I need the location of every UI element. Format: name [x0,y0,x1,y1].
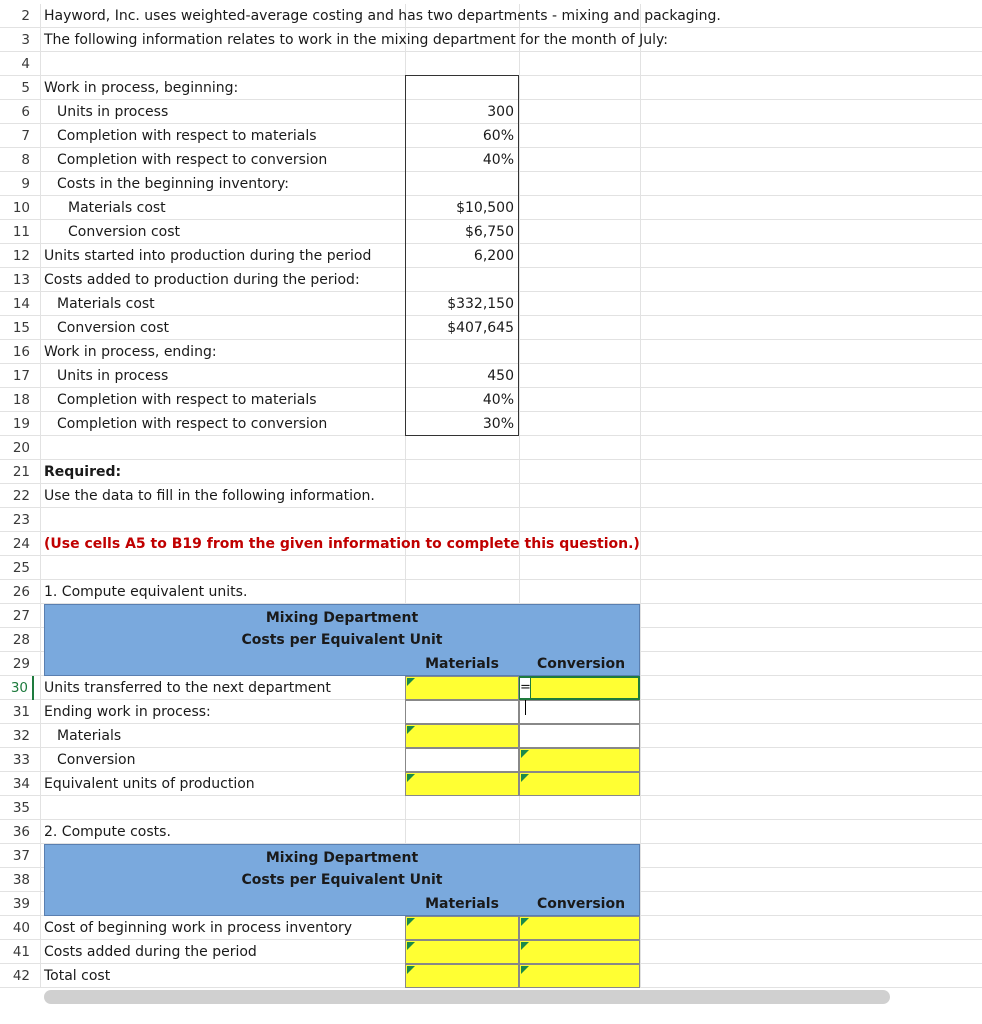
row-header[interactable]: 23 [12,512,30,528]
grid-line [640,652,641,676]
sheet-row-16 [0,340,982,364]
grid-line [40,484,41,508]
cell-a17[interactable]: Units in process [57,368,169,384]
input-marker [521,942,529,950]
grid-line [405,76,406,100]
sheet-row-7 [0,124,982,148]
cell-a3[interactable]: The following information relates to work in the mixing department for the month of July: [44,32,668,48]
grid-line [640,580,641,604]
cell-b32-input[interactable] [405,724,519,748]
grid-line [640,316,641,340]
sheet-row-17 [0,364,982,388]
cell-b30-input[interactable] [405,676,519,700]
sheet-row-24 [0,532,982,556]
row-header[interactable]: 14 [12,296,30,312]
text-cursor [525,700,526,715]
cell-a41[interactable]: Costs added during the period [44,944,257,960]
row-header[interactable]: 40 [12,920,30,936]
grid-line [640,76,641,100]
row-header[interactable]: 9 [21,176,30,192]
grid-line [640,508,641,532]
cell-b17[interactable]: 450 [487,368,514,384]
row-header[interactable]: 5 [21,80,30,96]
grid-line [40,844,41,868]
grid-line [40,460,41,484]
row-header[interactable]: 24 [12,536,30,552]
sheet-row-23 [0,508,982,532]
sheet-row-2 [0,4,982,28]
grid-line [40,604,41,628]
grid-line [640,964,641,988]
grid-line [519,820,520,844]
grid-line [640,820,641,844]
grid-line [40,52,41,76]
row-header[interactable]: 2 [21,8,30,24]
grid-line [40,676,41,700]
cell-a7[interactable]: Completion with respect to materials [57,128,317,144]
grid-line [405,556,406,580]
sheet-row-25 [0,556,982,580]
grid-line [640,868,641,892]
grid-line [640,628,641,652]
grid-line [405,340,406,364]
row-header[interactable]: 35 [12,800,30,816]
grid-line [405,796,406,820]
cell-b41-input[interactable] [405,940,519,964]
cell-c40-input[interactable] [519,916,640,940]
grid-line [40,28,41,52]
grid-line [405,508,406,532]
sheet-row-14 [0,292,982,316]
row-header[interactable]: 18 [12,392,30,408]
grid-line [519,436,520,460]
grid-line [640,124,641,148]
cell-a21[interactable]: Required: [44,464,122,480]
input-marker [407,966,415,974]
horizontal-scrollbar[interactable] [44,990,890,1004]
sheet-row-4 [0,52,982,76]
grid-line [40,916,41,940]
grid-line [640,892,641,916]
grid-line [640,532,641,556]
grid-line [640,724,641,748]
cell-c30-input[interactable] [519,676,640,700]
grid-line [640,436,641,460]
grid-line [640,700,641,724]
grid-line [640,340,641,364]
cell-a36[interactable]: 2. Compute costs. [44,824,171,840]
sheet-row-19 [0,412,982,436]
grid-line [640,460,641,484]
grid-line [519,220,520,244]
grid-line [519,124,520,148]
grid-line [519,388,520,412]
grid-line [40,148,41,172]
grid-line [640,148,641,172]
cell-a18[interactable]: Completion with respect to materials [57,392,317,408]
cell-a32[interactable]: Materials [57,728,122,744]
grid-line [640,484,641,508]
active-cell-text: = [520,680,531,695]
sheet-row-20 [0,436,982,460]
row-header[interactable]: 31 [12,704,30,720]
cell-a40[interactable]: Cost of beginning work in process inventory [44,920,353,936]
input-marker [521,918,529,926]
table2-title: Mixing Department [265,850,419,866]
cell-c42-input[interactable] [519,964,640,988]
grid-line [40,532,41,556]
grid-line [40,124,41,148]
row-header[interactable]: 7 [21,128,30,144]
grid-line [405,436,406,460]
grid-line [640,220,641,244]
row-header[interactable]: 32 [12,728,30,744]
cell-a42[interactable]: Total cost [44,968,111,984]
cell-c33-input[interactable] [519,748,640,772]
row-header[interactable]: 39 [12,896,30,912]
grid-line [640,604,641,628]
cell-b34-input[interactable] [405,772,519,796]
cell-a5[interactable]: Work in process, beginning: [44,80,239,96]
grid-line [40,100,41,124]
cell-a22[interactable]: Use the data to fill in the following information. [44,488,375,504]
grid-line [40,412,41,436]
grid-line [519,196,520,220]
sheet-row-3 [0,28,982,52]
cell-b14[interactable]: $332,150 [447,296,514,312]
row-header[interactable]: 25 [12,560,30,576]
cell-a2[interactable]: Hayword, Inc. uses weighted-average costing and has two departments - mixing and packaging. [44,8,721,24]
sheet-row-26 [0,580,982,604]
row-header[interactable]: 3 [21,32,30,48]
grid-line [40,196,41,220]
row-header[interactable]: 26 [12,584,30,600]
row-header[interactable]: 13 [12,272,30,288]
cell-a10[interactable]: Materials cost [68,200,166,216]
cell-b40-input[interactable] [405,916,519,940]
sheet-row-10 [0,196,982,220]
cell-b10[interactable]: $10,500 [456,200,514,216]
grid-line [40,76,41,100]
table2-col-materials: Materials [425,896,499,912]
grid-line [40,748,41,772]
grid-line [405,580,406,604]
cell-a12[interactable]: Units started into production during the period [44,248,372,264]
cell-a15[interactable]: Conversion cost [57,320,169,336]
grid-line [519,316,520,340]
sheet-row-22 [0,484,982,508]
cell-b6[interactable]: 300 [487,104,514,120]
cell-a14[interactable]: Materials cost [57,296,155,312]
grid-line [40,388,41,412]
grid-line [40,436,41,460]
grid-line [40,700,41,724]
input-marker [407,774,415,782]
grid-line [519,292,520,316]
row-header[interactable]: 38 [12,872,30,888]
row-header[interactable]: 28 [12,632,30,648]
cell-a13[interactable]: Costs added to production during the period: [44,272,360,288]
grid-line [519,484,520,508]
cell-b33[interactable] [405,748,519,772]
table1-col-materials: Materials [425,656,499,672]
cell-a16[interactable]: Work in process, ending: [44,344,217,360]
input-marker [407,678,415,686]
sheet-row-18 [0,388,982,412]
cell-b12[interactable]: 6,200 [473,248,514,264]
grid-line [519,460,520,484]
row-header[interactable]: 19 [12,416,30,432]
grid-line [519,508,520,532]
grid-line [640,412,641,436]
grid-line [405,820,406,844]
cell-a34[interactable]: Equivalent units of production [44,776,255,792]
grid-line [40,892,41,916]
cell-a26[interactable]: 1. Compute equivalent units. [44,584,248,600]
grid-line [640,52,641,76]
sheet-tab-bar [0,1014,982,1024]
row-header[interactable]: 33 [12,752,30,768]
grid-line [40,940,41,964]
row-header[interactable]: 11 [12,224,30,240]
grid-line [640,556,641,580]
row-header[interactable]: 30 [0,676,34,700]
grid-line [519,556,520,580]
cell-b15[interactable]: $407,645 [447,320,514,336]
table1-subtitle: Costs per Equivalent Unit [241,632,443,648]
sheet-row-5 [0,76,982,100]
grid-line [519,364,520,388]
sheet-row-13 [0,268,982,292]
row-header[interactable]: 8 [21,152,30,168]
row-header[interactable]: 15 [12,320,30,336]
grid-line [640,268,641,292]
cell-b7[interactable]: 60% [482,128,514,144]
input-marker [521,774,529,782]
cell-a24[interactable]: (Use cells A5 to B19 from the given information to complete this question.) [44,536,640,552]
cell-a33[interactable]: Conversion [57,752,136,768]
grid-line [40,4,41,28]
sheet-row-12 [0,244,982,268]
cell-b42-input[interactable] [405,964,519,988]
grid-line [40,652,41,676]
grid-line [519,580,520,604]
grid-line [519,100,520,124]
grid-line [405,460,406,484]
cell-a31[interactable]: Ending work in process: [44,704,211,720]
grid-line [40,244,41,268]
row-header[interactable]: 6 [21,104,30,120]
cell-b18[interactable]: 40% [482,392,514,408]
grid-line [40,556,41,580]
table2-col-conversion: Conversion [536,896,626,912]
grid-line [405,52,406,76]
grid-line [40,628,41,652]
input-marker [521,966,529,974]
cell-c32[interactable] [519,724,640,748]
row-header[interactable]: 27 [12,608,30,624]
row-header[interactable]: 4 [21,56,30,72]
active-cell-editor[interactable] [519,677,531,699]
row-header[interactable]: 20 [12,440,30,456]
grid-line [40,724,41,748]
row-header[interactable]: 29 [12,656,30,672]
grid-line [640,388,641,412]
row-header[interactable]: 41 [12,944,30,960]
cell-a9[interactable]: Costs in the beginning inventory: [57,176,289,192]
grid-line [640,772,641,796]
grid-line [519,412,520,436]
cell-b31[interactable] [405,700,519,724]
cell-a19[interactable]: Completion with respect to conversion [57,416,328,432]
input-marker [407,942,415,950]
sheet-row-9 [0,172,982,196]
grid-line [405,268,406,292]
grid-line [640,796,641,820]
row-header[interactable]: 12 [12,248,30,264]
sheet-row-36 [0,820,982,844]
grid-line [519,244,520,268]
input-marker [521,750,529,758]
cell-a30[interactable]: Units transferred to the next department [44,680,331,696]
cell-c31[interactable] [519,700,640,724]
grid-line [40,220,41,244]
cell-b19[interactable]: 30% [482,416,514,432]
row-header[interactable]: 37 [12,848,30,864]
grid-line [40,172,41,196]
sheet-row-6 [0,100,982,124]
table1-col-conversion: Conversion [536,656,626,672]
cell-c34-input[interactable] [519,772,640,796]
row-header[interactable]: 10 [12,200,30,216]
grid-line [640,196,641,220]
sheet-row-11 [0,220,982,244]
grid-line [640,676,641,700]
grid-line [640,100,641,124]
grid-line [640,292,641,316]
sheet-row-15 [0,316,982,340]
cell-a11[interactable]: Conversion cost [68,224,180,240]
grid-line [640,244,641,268]
sheet-row-8 [0,148,982,172]
grid-line [519,76,520,100]
grid-line [40,580,41,604]
grid-line [40,868,41,892]
grid-line [640,844,641,868]
grid-line [40,796,41,820]
grid-line [40,508,41,532]
row-header[interactable]: 16 [12,344,30,360]
grid-line [519,340,520,364]
grid-line [40,292,41,316]
cell-b8[interactable]: 40% [482,152,514,168]
grid-line [519,148,520,172]
grid-line [640,364,641,388]
row-header[interactable]: 42 [12,968,30,984]
grid-line [40,268,41,292]
cell-b11[interactable]: $6,750 [465,224,514,240]
grid-line [405,172,406,196]
grid-line [40,340,41,364]
grid-line [40,316,41,340]
grid-line [519,268,520,292]
grid-line [40,364,41,388]
grid-line [40,964,41,988]
table2-subtitle: Costs per Equivalent Unit [241,872,443,888]
input-marker [407,918,415,926]
grid-line [40,820,41,844]
row-header[interactable]: 34 [12,776,30,792]
row-header[interactable]: 22 [12,488,30,504]
grid-line [519,172,520,196]
table1-title: Mixing Department [265,610,419,626]
cell-a6[interactable]: Units in process [57,104,169,120]
row-header[interactable]: 21 [12,464,30,480]
row-header[interactable]: 36 [12,824,30,840]
grid-line [640,172,641,196]
grid-line [519,796,520,820]
input-marker [407,726,415,734]
row-header[interactable]: 17 [12,368,30,384]
cell-a8[interactable]: Completion with respect to conversion [57,152,328,168]
grid-line [405,484,406,508]
cell-c41-input[interactable] [519,940,640,964]
sheet-row-35 [0,796,982,820]
sheet-row-21 [0,460,982,484]
grid-line [640,940,641,964]
grid-line [40,772,41,796]
grid-line [640,916,641,940]
grid-line [640,748,641,772]
grid-line [519,52,520,76]
